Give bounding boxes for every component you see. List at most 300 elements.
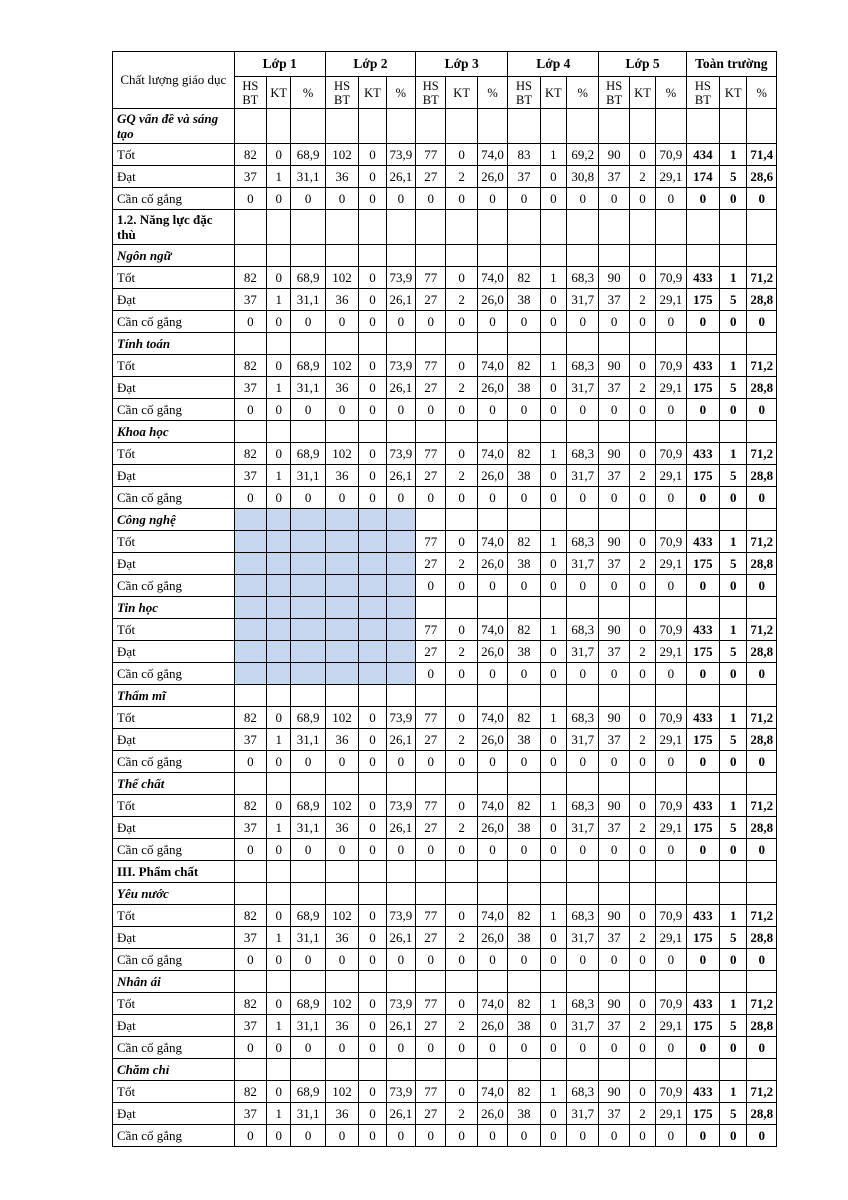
- shaded-empty-cell: [325, 575, 358, 597]
- empty-cell: [477, 421, 507, 443]
- section-row: [113, 333, 777, 355]
- table-cell: 31,1: [291, 1015, 325, 1037]
- shaded-empty-cell: [325, 619, 358, 641]
- table-cell: 0: [599, 663, 629, 685]
- section-label: Chăm chỉ: [113, 1059, 235, 1081]
- empty-cell: [416, 245, 446, 267]
- empty-cell: [656, 509, 686, 531]
- shaded-empty-cell: [325, 663, 358, 685]
- table-cell: 0: [446, 575, 477, 597]
- row-label: Đạt: [113, 377, 235, 399]
- shaded-empty-cell: [291, 619, 325, 641]
- table-cell: 0: [359, 1125, 386, 1147]
- table-cell: 77: [416, 707, 446, 729]
- table-cell: 90: [599, 1081, 629, 1103]
- table-cell: 29,1: [656, 553, 686, 575]
- section-label: Thẩm mĩ: [113, 685, 235, 707]
- table-cell: 0: [686, 839, 719, 861]
- empty-cell: [477, 597, 507, 619]
- empty-cell: [599, 210, 629, 245]
- empty-cell: [234, 773, 266, 795]
- subheader-kt: KT: [629, 77, 655, 109]
- empty-cell: [416, 773, 446, 795]
- empty-cell: [446, 245, 477, 267]
- table-cell: 433: [686, 905, 719, 927]
- table-cell: 0: [234, 949, 266, 971]
- group-header-lop3: Lớp 3: [416, 52, 508, 77]
- table-cell: 26,1: [386, 166, 415, 188]
- table-cell: 37: [599, 289, 629, 311]
- table-cell: 37: [599, 927, 629, 949]
- table-cell: 0: [567, 663, 599, 685]
- table-cell: 2: [629, 377, 655, 399]
- row-label: Cần cố gắng: [113, 575, 235, 597]
- table-cell: 0: [540, 377, 566, 399]
- table-cell: 0: [629, 1037, 655, 1059]
- empty-cell: [386, 109, 415, 144]
- table-row: [113, 399, 777, 421]
- table-cell: 0: [656, 399, 686, 421]
- empty-cell: [359, 245, 386, 267]
- table-cell: 37: [599, 641, 629, 663]
- table-cell: 90: [599, 905, 629, 927]
- empty-cell: [720, 597, 747, 619]
- empty-cell: [747, 333, 777, 355]
- shaded-empty-cell: [359, 575, 386, 597]
- table-row: [113, 1103, 777, 1125]
- table-cell: 0: [477, 575, 507, 597]
- shaded-empty-cell: [325, 531, 358, 553]
- table-cell: 1: [540, 795, 566, 817]
- empty-cell: [267, 1059, 291, 1081]
- table-cell: 31,7: [567, 641, 599, 663]
- table-row: [113, 817, 777, 839]
- row-label: Cần cố gắng: [113, 839, 235, 861]
- table-cell: 0: [599, 399, 629, 421]
- table-cell: 37: [599, 465, 629, 487]
- empty-cell: [540, 109, 566, 144]
- table-cell: 0: [656, 949, 686, 971]
- table-cell: 29,1: [656, 927, 686, 949]
- table-cell: 0: [446, 311, 477, 333]
- table-cell: 0: [567, 751, 599, 773]
- row-label: Cần cố gắng: [113, 751, 235, 773]
- table-row: [113, 487, 777, 509]
- subheader-kt: KT: [446, 77, 477, 109]
- table-cell: 82: [234, 144, 266, 166]
- table-cell: 0: [567, 1037, 599, 1059]
- empty-cell: [234, 109, 266, 144]
- table-cell: 38: [508, 289, 540, 311]
- table-cell: 38: [508, 377, 540, 399]
- empty-cell: [567, 210, 599, 245]
- table-cell: 31,7: [567, 465, 599, 487]
- table-cell: 0: [359, 355, 386, 377]
- table-cell: 26,1: [386, 817, 415, 839]
- section-label: Khoa học: [113, 421, 235, 443]
- table-row: [113, 795, 777, 817]
- table-cell: 0: [267, 399, 291, 421]
- table-cell: 0: [477, 1125, 507, 1147]
- table-cell: 0: [291, 751, 325, 773]
- empty-cell: [325, 971, 358, 993]
- table-cell: 0: [267, 905, 291, 927]
- shaded-empty-cell: [386, 663, 415, 685]
- table-cell: 0: [359, 1037, 386, 1059]
- table-cell: 0: [267, 311, 291, 333]
- table-cell: 0: [508, 575, 540, 597]
- table-cell: 38: [508, 553, 540, 575]
- empty-cell: [567, 773, 599, 795]
- empty-cell: [386, 883, 415, 905]
- table-cell: 0: [325, 188, 358, 210]
- empty-cell: [508, 210, 540, 245]
- table-cell: 0: [629, 1081, 655, 1103]
- empty-cell: [567, 245, 599, 267]
- subheader-percent: %: [477, 77, 507, 109]
- table-cell: 74,0: [477, 795, 507, 817]
- table-cell: 90: [599, 993, 629, 1015]
- table-cell: 0: [446, 144, 477, 166]
- table-cell: 0: [359, 443, 386, 465]
- table-cell: 0: [267, 795, 291, 817]
- table-cell: 31,7: [567, 927, 599, 949]
- table-cell: 102: [325, 905, 358, 927]
- empty-cell: [508, 971, 540, 993]
- empty-cell: [540, 971, 566, 993]
- empty-cell: [540, 773, 566, 795]
- empty-cell: [656, 861, 686, 883]
- table-cell: 37: [234, 1103, 266, 1125]
- empty-cell: [477, 1059, 507, 1081]
- table-cell: 0: [291, 949, 325, 971]
- table-cell: 28,8: [747, 817, 777, 839]
- table-cell: 0: [747, 188, 777, 210]
- empty-cell: [477, 245, 507, 267]
- empty-cell: [720, 421, 747, 443]
- subheader-kt: KT: [359, 77, 386, 109]
- section-row: [113, 109, 777, 144]
- table-cell: 2: [446, 166, 477, 188]
- table-cell: 102: [325, 144, 358, 166]
- table-cell: 31,7: [567, 553, 599, 575]
- table-cell: 82: [508, 1081, 540, 1103]
- table-cell: 2: [629, 465, 655, 487]
- table-cell: 29,1: [656, 289, 686, 311]
- table-cell: 77: [416, 267, 446, 289]
- table-cell: 82: [234, 443, 266, 465]
- empty-cell: [720, 509, 747, 531]
- empty-cell: [291, 861, 325, 883]
- section-row: [113, 597, 777, 619]
- table-cell: 0: [446, 619, 477, 641]
- table-cell: 2: [446, 641, 477, 663]
- table-cell: 2: [629, 1103, 655, 1125]
- table-cell: 0: [656, 839, 686, 861]
- empty-cell: [267, 685, 291, 707]
- table-cell: 28,8: [747, 641, 777, 663]
- section-row: [113, 509, 777, 531]
- table-cell: 90: [599, 707, 629, 729]
- empty-cell: [599, 773, 629, 795]
- table-row: [113, 289, 777, 311]
- table-cell: 0: [446, 993, 477, 1015]
- table-cell: 0: [359, 839, 386, 861]
- table-cell: 70,9: [656, 905, 686, 927]
- empty-cell: [629, 685, 655, 707]
- table-cell: 0: [686, 188, 719, 210]
- empty-cell: [508, 333, 540, 355]
- table-cell: 5: [720, 729, 747, 751]
- table-cell: 0: [359, 751, 386, 773]
- shaded-empty-cell: [291, 641, 325, 663]
- empty-cell: [291, 210, 325, 245]
- table-cell: 0: [747, 949, 777, 971]
- table-cell: 82: [508, 619, 540, 641]
- table-row: [113, 707, 777, 729]
- empty-cell: [325, 1059, 358, 1081]
- empty-cell: [477, 685, 507, 707]
- empty-cell: [386, 685, 415, 707]
- table-cell: 37: [234, 289, 266, 311]
- table-cell: 74,0: [477, 905, 507, 927]
- empty-cell: [540, 509, 566, 531]
- table-cell: 31,7: [567, 729, 599, 751]
- table-cell: 68,9: [291, 707, 325, 729]
- empty-cell: [599, 597, 629, 619]
- section-row: [113, 421, 777, 443]
- table-row: [113, 267, 777, 289]
- table-cell: 26,0: [477, 927, 507, 949]
- group-header-lop1: Lớp 1: [234, 52, 325, 77]
- table-cell: 0: [234, 188, 266, 210]
- education-quality-table: [112, 51, 777, 1147]
- shaded-empty-cell: [267, 531, 291, 553]
- empty-cell: [656, 597, 686, 619]
- table-cell: 0: [508, 1037, 540, 1059]
- empty-cell: [629, 883, 655, 905]
- empty-cell: [359, 971, 386, 993]
- table-cell: 0: [747, 487, 777, 509]
- table-cell: 90: [599, 443, 629, 465]
- empty-cell: [567, 883, 599, 905]
- empty-cell: [720, 685, 747, 707]
- table-cell: 0: [508, 1125, 540, 1147]
- table-cell: 2: [629, 641, 655, 663]
- row-label: Tốt: [113, 144, 235, 166]
- empty-cell: [234, 421, 266, 443]
- empty-cell: [567, 1059, 599, 1081]
- table-cell: 0: [656, 663, 686, 685]
- empty-cell: [720, 333, 747, 355]
- table-cell: 82: [508, 905, 540, 927]
- subheader-hsbt: HS BT: [599, 77, 629, 109]
- table-row: [113, 1037, 777, 1059]
- table-cell: 82: [508, 707, 540, 729]
- table-cell: 38: [508, 1103, 540, 1125]
- empty-cell: [477, 883, 507, 905]
- empty-cell: [416, 883, 446, 905]
- table-cell: 36: [325, 377, 358, 399]
- table-cell: 77: [416, 1081, 446, 1103]
- empty-cell: [291, 883, 325, 905]
- table-cell: 28,6: [747, 166, 777, 188]
- empty-cell: [291, 685, 325, 707]
- table-row: [113, 927, 777, 949]
- table-cell: 0: [656, 1125, 686, 1147]
- table-cell: 31,1: [291, 465, 325, 487]
- table-cell: 0: [477, 311, 507, 333]
- table-cell: 28,8: [747, 465, 777, 487]
- table-cell: 0: [386, 751, 415, 773]
- table-cell: 31,1: [291, 1103, 325, 1125]
- empty-cell: [359, 210, 386, 245]
- empty-cell: [686, 773, 719, 795]
- section-label: Nhân ái: [113, 971, 235, 993]
- empty-cell: [291, 971, 325, 993]
- table-cell: 68,9: [291, 1081, 325, 1103]
- table-cell: 73,9: [386, 355, 415, 377]
- table-cell: 73,9: [386, 993, 415, 1015]
- empty-cell: [629, 421, 655, 443]
- table-cell: 433: [686, 795, 719, 817]
- table-cell: 0: [567, 188, 599, 210]
- table-cell: 2: [446, 553, 477, 575]
- table-cell: 0: [599, 949, 629, 971]
- empty-cell: [325, 861, 358, 883]
- table-cell: 0: [267, 443, 291, 465]
- table-cell: 36: [325, 1015, 358, 1037]
- empty-cell: [386, 333, 415, 355]
- subheader-percent: %: [386, 77, 415, 109]
- table-cell: 0: [599, 839, 629, 861]
- table-cell: 0: [359, 166, 386, 188]
- subheader-percent: %: [656, 77, 686, 109]
- table-cell: 31,1: [291, 817, 325, 839]
- empty-cell: [291, 109, 325, 144]
- table-cell: 0: [234, 311, 266, 333]
- section-row: [113, 883, 777, 905]
- shaded-empty-cell: [386, 619, 415, 641]
- empty-cell: [416, 971, 446, 993]
- empty-cell: [446, 109, 477, 144]
- table-cell: 27: [416, 927, 446, 949]
- table-cell: 1: [267, 377, 291, 399]
- table-cell: 27: [416, 166, 446, 188]
- table-cell: 0: [567, 575, 599, 597]
- table-cell: 1: [540, 905, 566, 927]
- table-cell: 0: [446, 443, 477, 465]
- table-cell: 0: [720, 839, 747, 861]
- table-cell: 2: [629, 927, 655, 949]
- table-cell: 0: [540, 663, 566, 685]
- table-cell: 0: [747, 399, 777, 421]
- table-cell: 0: [234, 839, 266, 861]
- table-cell: 27: [416, 641, 446, 663]
- table-cell: 0: [508, 839, 540, 861]
- shaded-empty-cell: [359, 641, 386, 663]
- empty-cell: [629, 245, 655, 267]
- table-cell: 0: [686, 399, 719, 421]
- table-cell: 31,7: [567, 377, 599, 399]
- table-cell: 1: [540, 1081, 566, 1103]
- table-cell: 73,9: [386, 707, 415, 729]
- table-cell: 0: [747, 575, 777, 597]
- empty-cell: [416, 109, 446, 144]
- table-cell: 433: [686, 619, 719, 641]
- table-cell: 71,2: [747, 905, 777, 927]
- empty-cell: [359, 773, 386, 795]
- table-cell: 2: [446, 817, 477, 839]
- table-cell: 0: [599, 575, 629, 597]
- empty-cell: [291, 245, 325, 267]
- empty-cell: [386, 861, 415, 883]
- table-cell: 0: [629, 663, 655, 685]
- table-cell: 26,0: [477, 729, 507, 751]
- table-cell: 71,2: [747, 707, 777, 729]
- table-cell: 175: [686, 465, 719, 487]
- table-cell: 0: [359, 795, 386, 817]
- empty-cell: [629, 1059, 655, 1081]
- table-cell: 27: [416, 1015, 446, 1037]
- table-row: [113, 575, 777, 597]
- table-row: [113, 355, 777, 377]
- table-cell: 70,9: [656, 355, 686, 377]
- empty-cell: [686, 210, 719, 245]
- table-cell: 70,9: [656, 993, 686, 1015]
- table-cell: 0: [540, 166, 566, 188]
- table-cell: 0: [567, 949, 599, 971]
- table-cell: 38: [508, 817, 540, 839]
- empty-cell: [567, 861, 599, 883]
- table-cell: 26,1: [386, 729, 415, 751]
- subheader-hsbt: HS BT: [416, 77, 446, 109]
- row-label: Tốt: [113, 267, 235, 289]
- subheader-percent: %: [291, 77, 325, 109]
- empty-cell: [477, 210, 507, 245]
- table-cell: 77: [416, 144, 446, 166]
- empty-cell: [234, 685, 266, 707]
- table-cell: 2: [446, 465, 477, 487]
- empty-cell: [477, 109, 507, 144]
- table-cell: 102: [325, 795, 358, 817]
- table-cell: 0: [446, 1081, 477, 1103]
- table-cell: 1: [720, 795, 747, 817]
- table-cell: 0: [359, 1103, 386, 1125]
- table-cell: 26,0: [477, 817, 507, 839]
- table-cell: 0: [325, 487, 358, 509]
- table-cell: 0: [656, 487, 686, 509]
- row-label: Cần cố gắng: [113, 487, 235, 509]
- table-cell: 0: [386, 949, 415, 971]
- table-cell: 0: [359, 267, 386, 289]
- empty-cell: [508, 245, 540, 267]
- table-cell: 5: [720, 377, 747, 399]
- table-row: [113, 905, 777, 927]
- table-cell: 0: [540, 751, 566, 773]
- table-cell: 71,2: [747, 443, 777, 465]
- table-row: [113, 188, 777, 210]
- table-cell: 0: [446, 707, 477, 729]
- empty-cell: [686, 333, 719, 355]
- table-cell: 28,8: [747, 377, 777, 399]
- row-label: Cần cố gắng: [113, 663, 235, 685]
- empty-cell: [567, 685, 599, 707]
- empty-cell: [599, 685, 629, 707]
- table-cell: 0: [477, 839, 507, 861]
- table-cell: 0: [325, 1037, 358, 1059]
- table-cell: 0: [446, 1125, 477, 1147]
